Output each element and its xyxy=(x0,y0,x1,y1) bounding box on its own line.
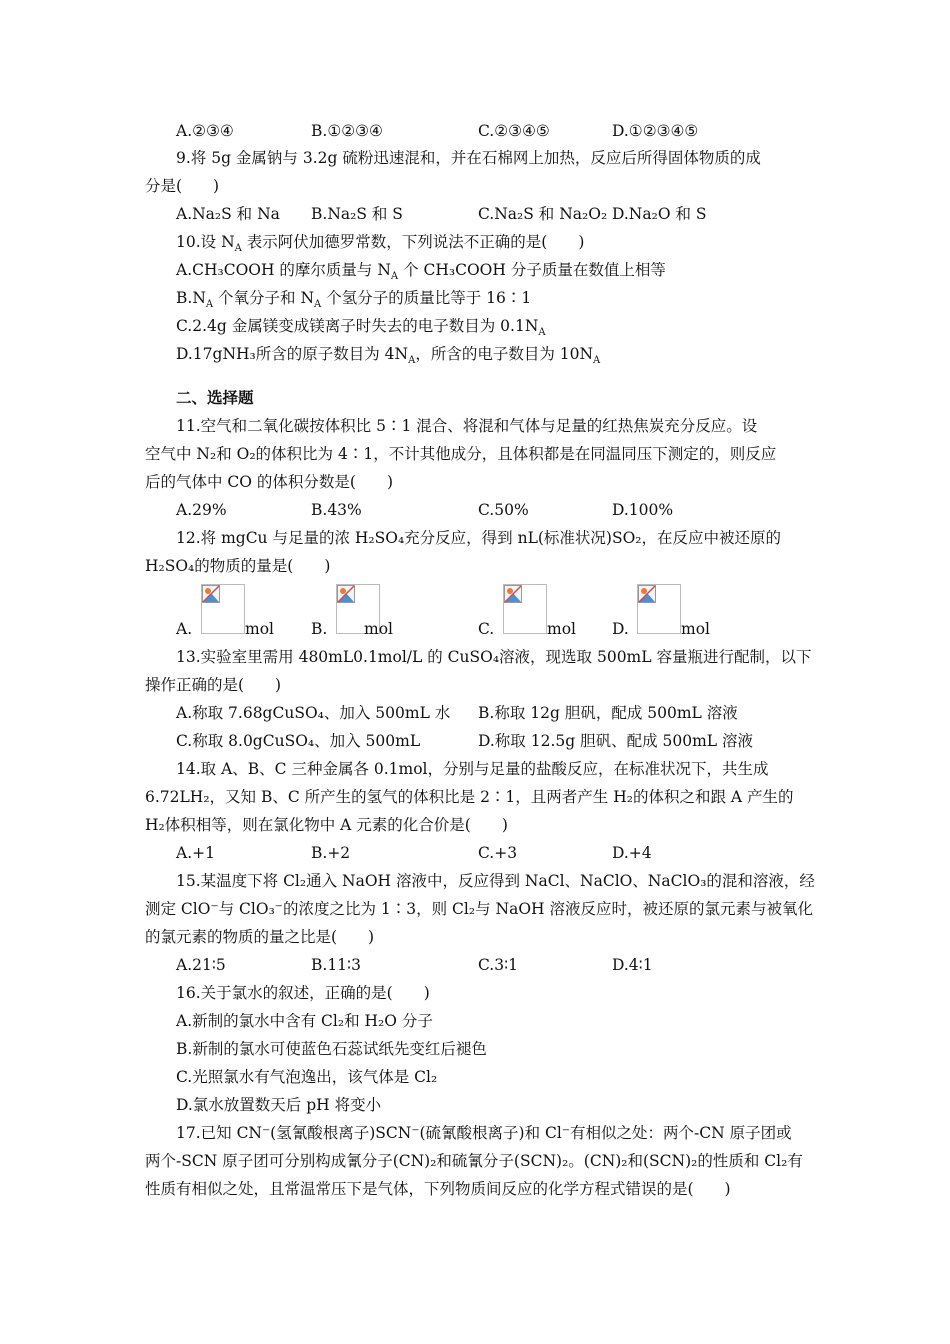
section-title: 二、选择题 xyxy=(176,388,254,407)
q9-stem-line1: 9.将 5g 金属钠与 3.2g 硫粉迅速混和，并在石棉网上加热，反应后所得固体物质的成 xyxy=(176,149,761,167)
q11-option-c: C.50% xyxy=(478,501,529,519)
q8-option-d: D.①②③④⑤ xyxy=(612,122,699,140)
q11-stem-line2: 空气中 N₂和 O₂的体积比为 4∶1，不计其他成分，且体积都是在同温同压下测定的，则反应 xyxy=(145,445,777,463)
q13-option-c: C.称取 8.0gCuSO₄、加入 500mL xyxy=(176,732,421,750)
q14-option-a: A.+1 xyxy=(176,844,215,862)
broken-image-icon xyxy=(202,585,220,603)
q16-option-a: A.新制的氯水中含有 Cl₂和 H₂O 分子 xyxy=(176,1012,433,1030)
q12-option-c-label: C. xyxy=(478,620,495,638)
q15-option-a: A.21∶5 xyxy=(176,956,226,974)
q12-option-a-image xyxy=(201,584,245,634)
q17-stem-line1: 17.已知 CN⁻(氢氰酸根离子)SCN⁻(硫氰酸根离子)和 Cl⁻有相似之处：两个-CN 原子团或 xyxy=(176,1124,792,1142)
q8-option-c: C.②③④⑤ xyxy=(478,122,550,140)
q14-stem-line3: H₂体积相等，则在氯化物中 A 元素的化合价是( ) xyxy=(145,816,508,834)
q10-stem: 10.设 $N_A$ 表示阿伏加德罗常数，下列说法不正确的是( ) xyxy=(176,233,585,255)
q11-option-d: D.100% xyxy=(612,501,674,519)
q12-option-d-image xyxy=(637,584,681,634)
q15-option-c: C.3∶1 xyxy=(478,956,518,974)
q12-stem-line1: 12.将 mgCu 与足量的浓 H₂SO₄充分反应，得到 nL(标准状况)SO₂，在反应中被还原的 xyxy=(176,529,782,547)
broken-image-icon xyxy=(638,585,656,603)
q12-option-b-unit: mol xyxy=(364,620,393,638)
q13-stem-line2: 操作正确的是( ) xyxy=(145,676,282,694)
q15-stem-line3: 的氯元素的物质的量之比是( ) xyxy=(145,928,375,946)
q9-option-c: C.Na₂S 和 Na₂O₂ xyxy=(478,205,608,223)
q14-option-c: C.+3 xyxy=(478,844,518,862)
q12-option-c-image xyxy=(503,584,547,634)
q13-stem-line1: 13.实验室里需用 480mL0.1mol/L 的 CuSO₄溶液，现选取 500mL 容量瓶进行配制，以下 xyxy=(176,648,812,666)
q9-stem-line2: 分是( ) xyxy=(145,177,220,195)
q10-option-b: $B.N_A$ 个氧分子和 $N_A$ 个氢分子的质量比等于 16∶1 xyxy=(176,289,532,311)
q11-stem-line1: 11.空气和二氧化碳按体积比 5∶1 混合、将混和气体与足量的红热焦炭充分反应。设 xyxy=(176,417,758,435)
broken-image-icon xyxy=(337,585,355,603)
q10-option-c: C.2.4g 金属镁变成镁离子时失去的电子数目为 $0.1N_A$ xyxy=(176,317,546,339)
q16-option-b: B.新制的氯水可使蓝色石蕊试纸先变红后褪色 xyxy=(176,1040,487,1058)
q11-option-a: A.29% xyxy=(176,501,227,519)
q11-stem-line3: 后的气体中 CO 的体积分数是( ) xyxy=(145,473,394,491)
q15-stem-line2: 测定 ClO⁻与 ClO₃⁻的浓度之比为 1∶3，则 Cl₂与 NaOH 溶液反应时，被还原的氯元素与被氧化 xyxy=(145,900,813,918)
q13-option-a: A.称取 7.68gCuSO₄、加入 500mL 水 xyxy=(176,704,451,722)
q16-option-c: C.光照氯水有气泡逸出，该气体是 Cl₂ xyxy=(176,1068,438,1086)
q9-option-d: D.Na₂O 和 S xyxy=(612,205,707,223)
broken-image-icon xyxy=(504,585,522,603)
q14-option-b: B.+2 xyxy=(311,844,351,862)
q9-option-b: B.Na₂S 和 S xyxy=(311,205,403,223)
q17-stem-line2: 两个-SCN 原子团可分别构成氰分子(CN)₂和硫氰分子(SCN)₂。(CN)₂和(SCN)₂的性质和 Cl₂有 xyxy=(145,1152,803,1170)
q15-option-b: B.11∶3 xyxy=(311,956,361,974)
q16-stem: 16.关于氯水的叙述，正确的是( ) xyxy=(176,984,430,1002)
q13-option-d: D.称取 12.5g 胆矾、配成 500mL 溶液 xyxy=(478,732,754,750)
q14-option-d: D.+4 xyxy=(612,844,652,862)
q12-option-b-label: B. xyxy=(311,620,328,638)
q10-option-d: D.17gNH₃所含的原子数目为 $4N_A$，所含的电子数目为 $10N_A$ xyxy=(176,345,601,367)
q11-option-b: B.43% xyxy=(311,501,362,519)
q13-option-b: B.称取 12g 胆矾，配成 500mL 溶液 xyxy=(478,704,738,722)
q12-option-d-label: D. xyxy=(612,620,629,638)
q15-stem-line1: 15.某温度下将 Cl₂通入 NaOH 溶液中，反应得到 NaCl、NaClO、NaClO₃的混和溶液，经 xyxy=(176,872,815,890)
q12-option-d-unit: mol xyxy=(681,620,710,638)
q8-option-b: B.①②③④ xyxy=(311,122,383,140)
q9-option-a: A.Na₂S 和 Na xyxy=(176,205,280,223)
q12-option-a-label: A. xyxy=(176,620,193,638)
q10-option-a: A.CH₃COOH 的摩尔质量与 $N_A$ 个 CH₃COOH 分子质量在数值上相等 xyxy=(176,261,666,283)
q14-stem-line1: 14.取 A、B、C 三种金属各 0.1mol，分别与足量的盐酸反应，在标准状况下，共生成 xyxy=(176,760,769,778)
q12-option-a-unit: mol xyxy=(245,620,274,638)
q15-option-d: D.4∶1 xyxy=(612,956,653,974)
q12-stem-line2: H₂SO₄的物质的量是( ) xyxy=(145,557,331,575)
q14-stem-line2: 6.72LH₂，又知 B、C 所产生的氢气的体积比是 2∶1，且两者产生 H₂的体积之和跟 A 产生的 xyxy=(145,788,794,806)
q12-option-c-unit: mol xyxy=(547,620,576,638)
q8-option-a: A.②③④ xyxy=(176,122,234,140)
q16-option-d: D.氯水放置数天后 pH 将变小 xyxy=(176,1096,382,1114)
q17-stem-line3: 性质有相似之处，且常温常压下是气体，下列物质间反应的化学方程式错误的是( ) xyxy=(145,1180,731,1198)
